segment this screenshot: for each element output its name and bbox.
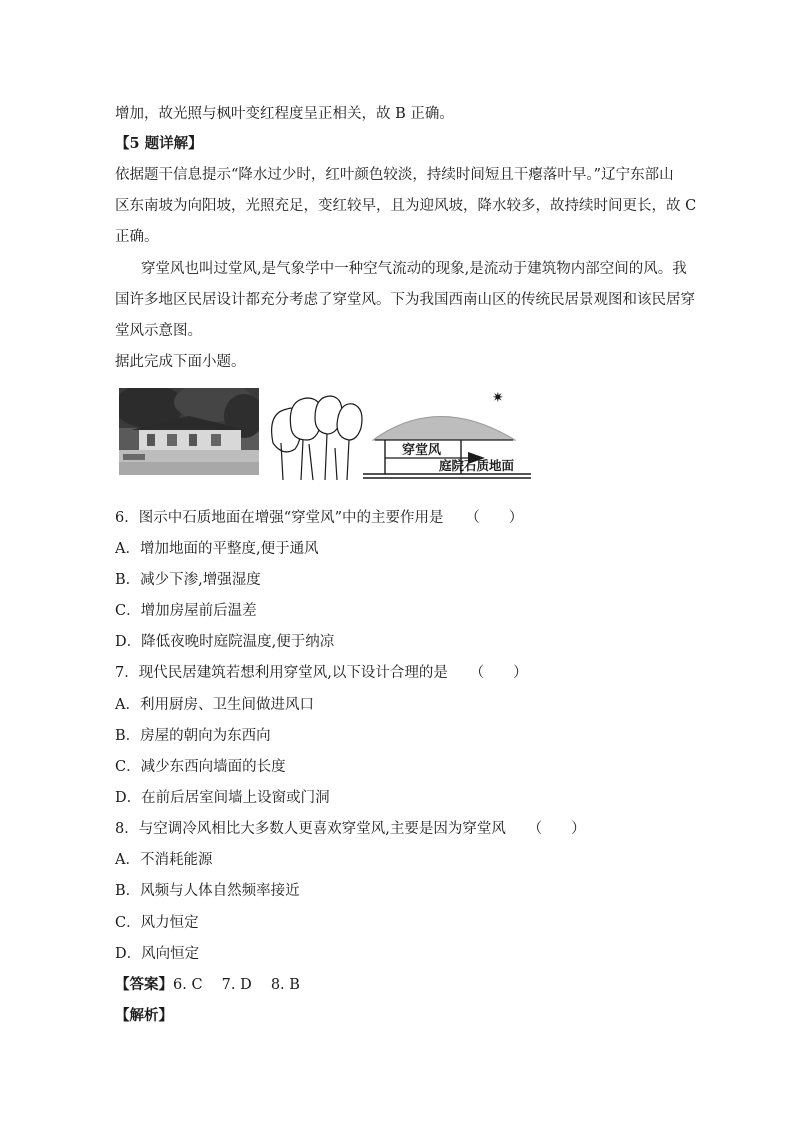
ground-label: 庭院石质地面 xyxy=(439,459,515,473)
answer-text: 6. C 7. D 8. B xyxy=(173,977,300,993)
answer-label: 【答案】 xyxy=(115,976,173,993)
question-option: C．增加房屋前后温差 xyxy=(115,603,257,619)
question-stem: 6．图示中石质地面在增强“穿堂风”中的主要作用是 （ ） xyxy=(115,510,524,526)
question-option: B．房屋的朝向为东西向 xyxy=(115,728,271,744)
text-line: 区东南坡为向阳坡，光照充足，变红较早，且为迎风坡，降水较多，故持续时间更长，故 C xyxy=(115,198,697,214)
question-stem: 7．现代民居建筑若想利用穿堂风,以下设计合理的是 （ ） xyxy=(115,665,528,681)
house-photo xyxy=(119,388,259,475)
question-option: B．减少下渗,增强湿度 xyxy=(115,572,261,588)
paragraph-line: 据此完成下面小题。 xyxy=(115,354,246,370)
section-heading: 【5 题详解】 xyxy=(115,135,203,152)
text-line: 正确。 xyxy=(115,229,159,245)
text-line: 依据题干信息提示“降水过少时，红叶颜色较淡，持续时间短且干瘪落叶早。”辽宁东部山 xyxy=(115,167,674,183)
analysis-heading: 【解析】 xyxy=(115,1007,173,1024)
question-option: A．利用厨房、卫生间做进风口 xyxy=(115,697,314,713)
text-line: 增加，故光照与枫叶变红程度呈正相关，故 B 正确。 xyxy=(115,106,454,122)
sun-icon: ✷ xyxy=(492,390,504,406)
wind-diagram xyxy=(263,388,533,488)
paragraph-line: 国许多地区民居设计都充分考虑了穿堂风。下为我国西南山区的传统民居景观图和该民居穿 xyxy=(115,292,695,308)
question-option: A．不消耗能源 xyxy=(115,852,213,868)
question-stem: 8．与空调冷风相比大多数人更喜欢穿堂风,主要是因为穿堂风 （ ） xyxy=(115,821,586,837)
paragraph-line: 堂风示意图。 xyxy=(115,323,202,339)
question-option: C．风力恒定 xyxy=(115,915,199,931)
figure xyxy=(115,388,535,488)
trees-illustration xyxy=(272,396,362,480)
question-option: C．减少东西向墙面的长度 xyxy=(115,759,286,775)
question-option: A．增加地面的平整度,便于通风 xyxy=(115,541,319,557)
answer-line xyxy=(115,975,690,995)
question-option: D．降低夜晚时庭院温度,便于纳凉 xyxy=(115,634,335,650)
paragraph-line: 穿堂风也叫过堂风,是气象学中一种空气流动的现象,是流动于建筑物内部空间的风。我 xyxy=(141,261,687,277)
question-option: D．在前后居室间墙上设窗或门洞 xyxy=(115,790,330,806)
question-option: D．风向恒定 xyxy=(115,946,200,962)
wind-label: 穿堂风 xyxy=(402,442,442,457)
question-option: B．风频与人体自然频率接近 xyxy=(115,883,300,899)
